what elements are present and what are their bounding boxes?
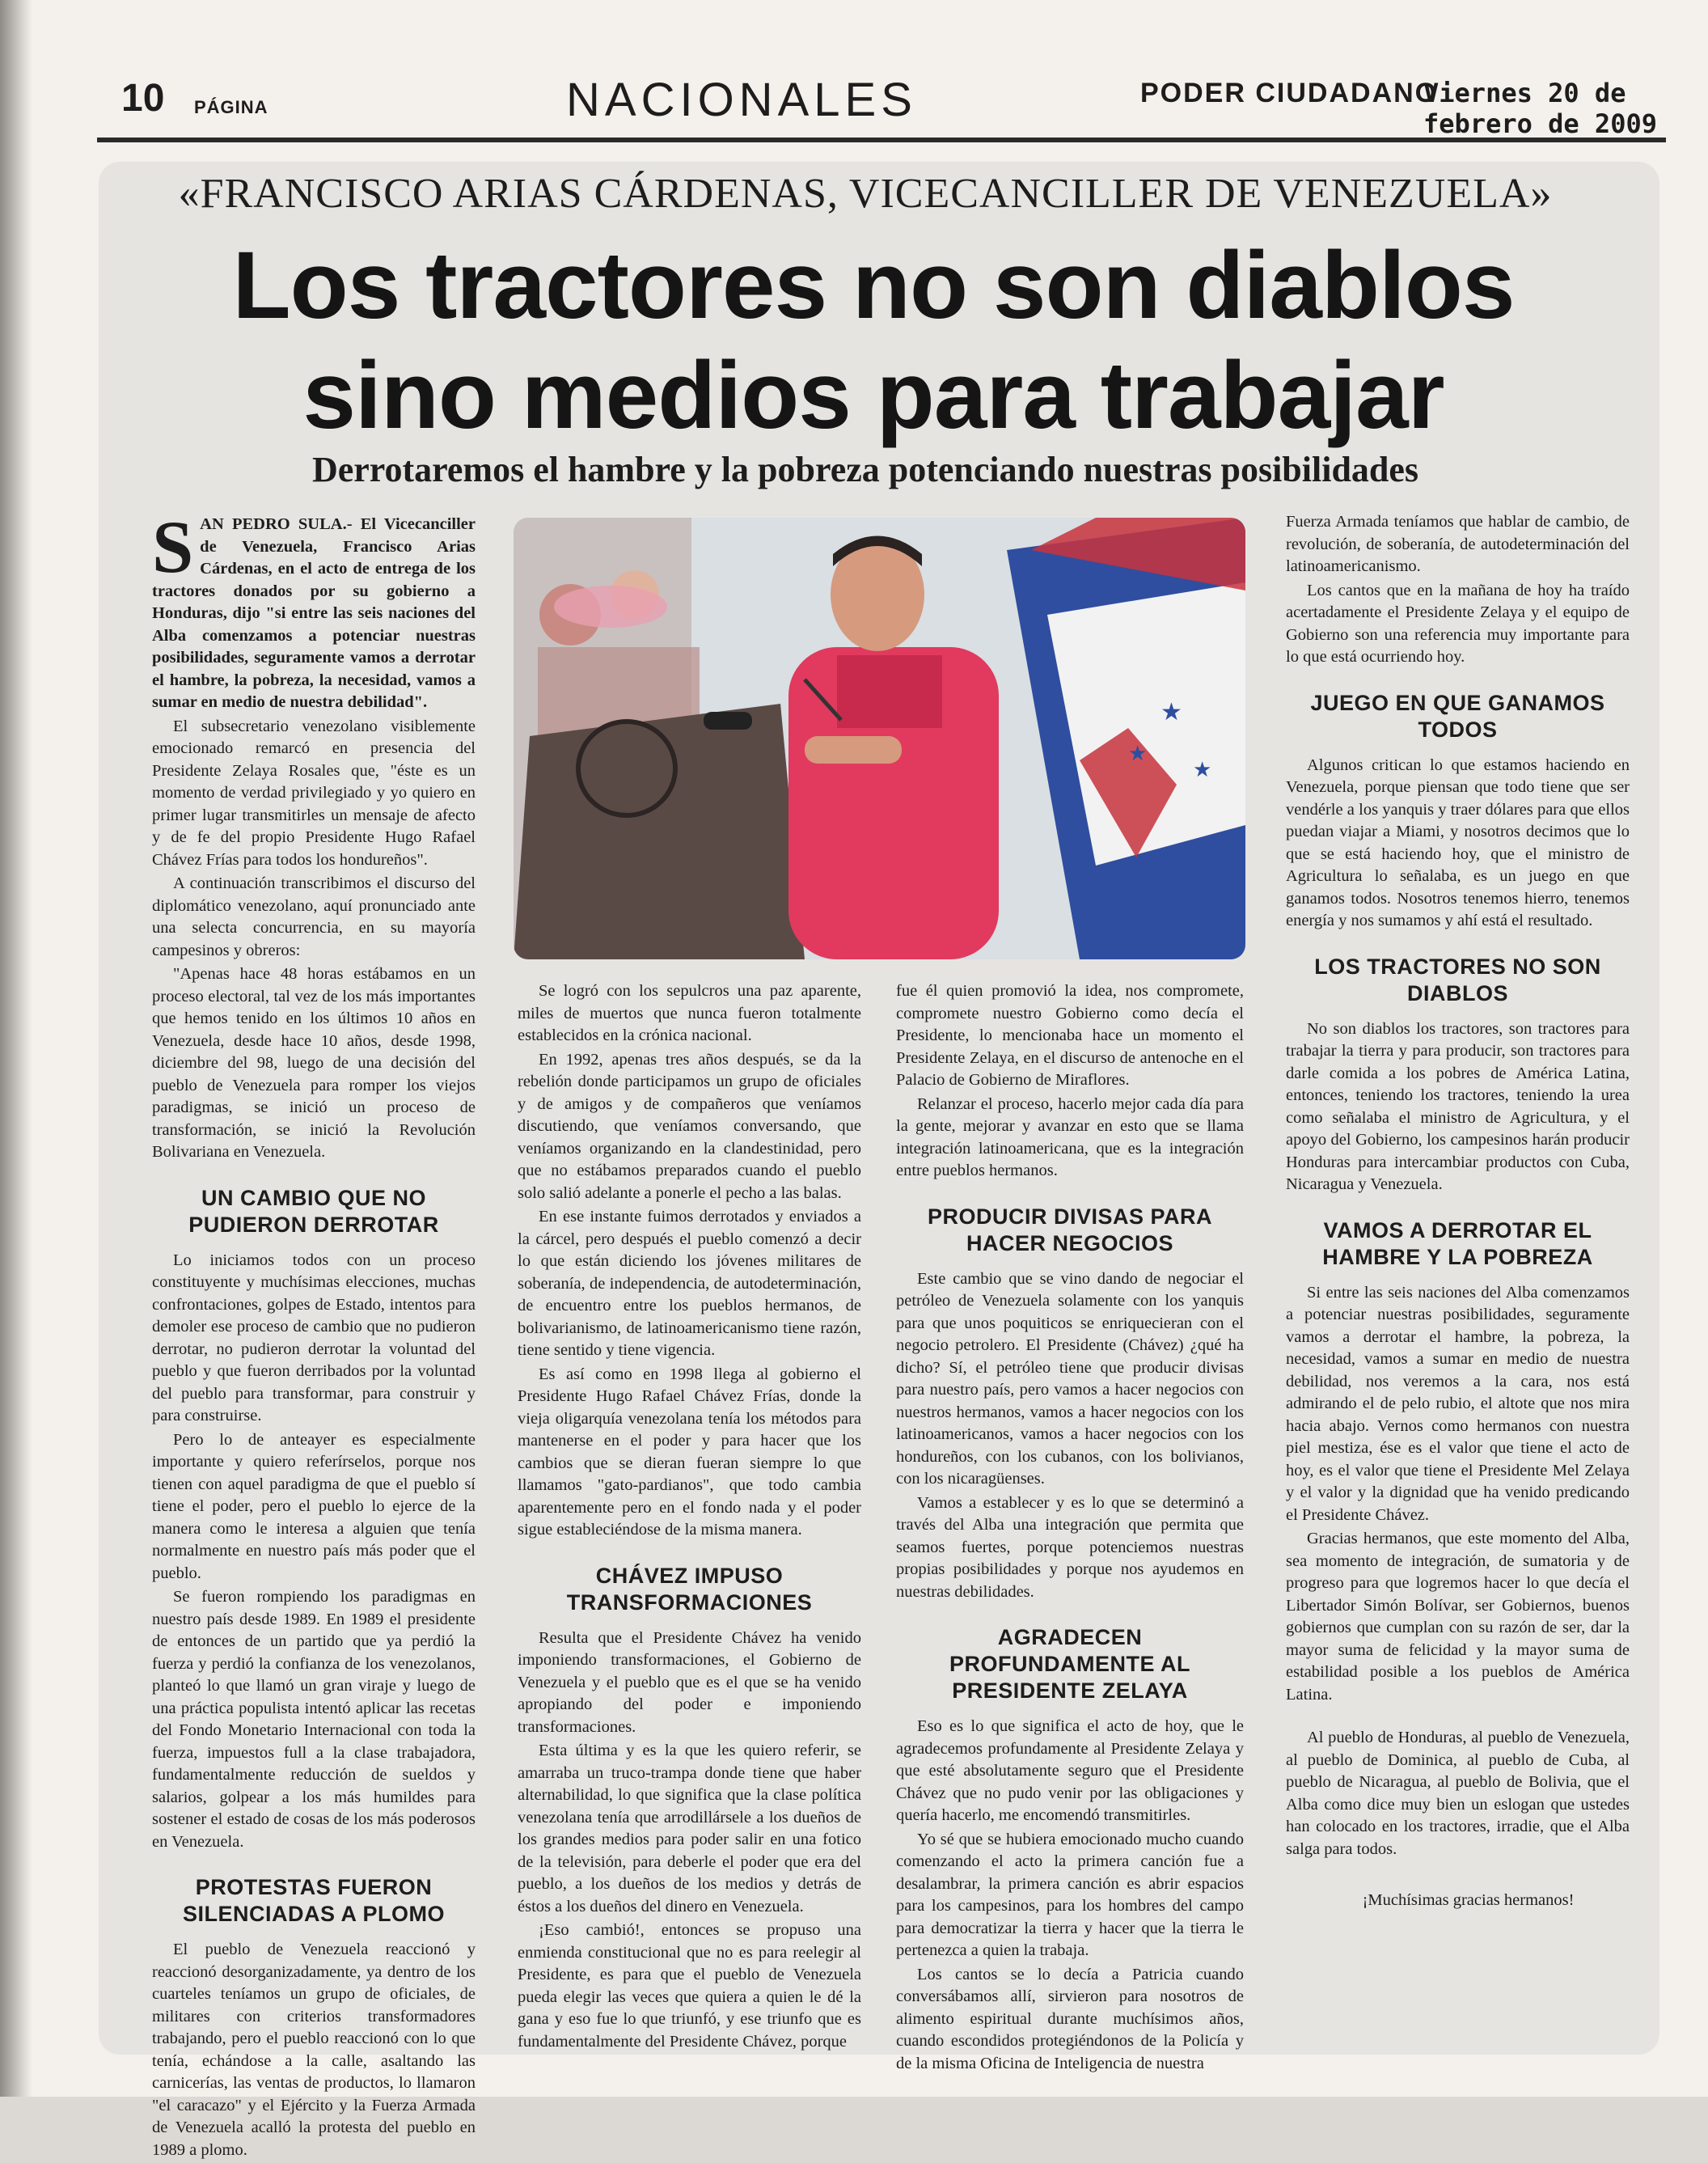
lead-text: AN PEDRO SULA.- El Vicecanciller de Venezuela, Francisco Arias Cárdenas, en el acto de entrega de los tractores donados por su gobierno a Honduras, dijo "si entre las seis naciones del Alba comenzamos a potenciar nuestras posibilidades, seguramente vamos a derrotar el hambre, la pobreza, la necesidad, vamos a sumar en medio de nuestra debilidad".: [152, 515, 476, 711]
page-label: PÁGINA: [194, 97, 268, 117]
article-column-3: [896, 980, 1244, 2076]
subheading: JUEGO EN QUE GANAMOS TODOS: [1310, 690, 1605, 742]
paragraph: Se fueron rompiendo los paradigmas en nuestro país desde 1989. En 1989 el presidente de entonces de un partido que ya perdió la fuerza y perdió la confianza de los venezolanos, planteó lo que llamó un gran viraje y luego de una práctica populista intentó aplicar las recetas del Fondo Monetario Internacional con toda la fuerza, impuestos full a la clase trabajadora, fundamentalmente reducción de sueldos y salarios, golpear a los más humildes para sostener el estado de cosas de los más poderosos en Venezuela.: [152, 1588, 476, 1851]
paragraph: En 1992, apenas tres años después, se da la rebelión donde participamos un grupo de oficiales y de amigos y de compañeros que veníamos discutiendo, que veníamos conversando, que veníamos organizando en la clandestinidad, pero que no estábamos preparados cuando el pueblo solo salió adelante a ponerle el pecho a las balas.: [518, 1050, 861, 1202]
paragraph: Algunos critican lo que estamos haciendo en Venezuela, porque piensan que todo tiene que ser vendérle a los yanquis y traer dólares para que ellos puedan viajar a Miami, y nosotros decimos que lo que se está haciendo hoy, que el ministro de Agricultura lo señalaba, es un juego en que ganamos todos. Nosotros tenemos hierro, tenemos energía y nos sumamos y ahí está el resultado.: [1286, 756, 1630, 929]
article-column-2: [518, 980, 861, 2055]
paragraph: Esta última y es la que les quiero referir, se amarraba un truco-trampa donde tiene que haber alternabilidad, lo que significa que la clase política venezolana tenía que arrodillársele a los dueños de los grandes medios para poder salir en una fotico de la televisión, para deberle el poder que era del pueblo, a los dueños de los medios y detrás de éstos a los dueños del dinero en Venezuela.: [518, 1742, 861, 1915]
paragraph: A continuación transcribimos el discurso del diplomático venezolano, aquí pronunciado ante una selecta concurrencia, en su mayoría campesinos y obreros:: [152, 874, 476, 959]
subheading: LOS TRACTORES NO SON DIABLOS: [1314, 954, 1601, 1005]
paragraph: Pero lo de anteayer es especialmente importante y quiero referírselos, porque nos tienen con aquel paradigma de que el pueblo sí tiene el poder, pero el pueblo lo ejerce de la manera como le interesa a alguien que tenía normalmente en nuestro país más poder que el pueblo.: [152, 1430, 476, 1582]
drop-cap: S: [152, 506, 194, 588]
paragraph: Gracias hermanos, que este momento del Alba, sea momento de integración, de sumatoria y de progreso para que logremos hacer lo que decía el Libertador Simón Bolívar, ser Gobiernos, buenos gobiernos que cumplan con su razón de ser, dar la mayor suma de felicidad y la mayor suma de estabilidad posible a los pueblos de América Latina.: [1286, 1530, 1630, 1704]
page-header: [97, 57, 1666, 142]
issue-date: Viernes 20 de febrero de 2009: [1423, 78, 1657, 139]
page-number: 10: [121, 77, 165, 120]
paragraph: Eso es lo que significa el acto de hoy, que le agradecemos profundamente al Presidente Zelaya y que esté absolutamente seguro que el Presidente Chávez que no pudo venir por las obligaciones y quería hacerlo, me encomendó transmitirles.: [896, 1717, 1244, 1824]
paragraph: Resulta que el Presidente Chávez ha venido imponiendo transformaciones, el Gobierno de Venezuela y el pueblo que es el que se ha venido apropiando del poder e imponiendo transformaciones.: [518, 1628, 861, 1736]
article-kicker: «FRANCISCO ARIAS CÁRDENAS, VICECANCILLER DE VENEZUELA»: [178, 171, 1553, 217]
paragraph: En ese instante fuimos derrotados y enviados a la cárcel, pero después el pueblo comenzó a decir lo que están diciendo los jóvenes militares de soberanía, de independencia, de autodeterminación, de encuentro entre los pueblos hermanos, de bolivarianismo, de latinoamericanismo tiene razón, tiene sentido y tiene vigencia.: [518, 1208, 861, 1359]
paragraph: Yo sé que se hubiera emocionado mucho cuando comenzando el acto la primera canción fue a desalambrar, la primera canción es abrir espacios para los campesinos, para los hombres del campo para democratizar la tierra y hacer que la tierra le pertenezca a quien la trabaja.: [896, 1830, 1244, 1959]
speaker-photo-illustration: [514, 518, 1245, 959]
paragraph: Se logró con los sepulcros una paz aparente, miles de muertos que nunca fueron totalmente establecidos en la crónica nacional.: [518, 982, 861, 1044]
lead-paragraph: [152, 506, 476, 714]
subheading: AGRADECEN PROFUNDAMENTE AL PRESIDENTE ZELAYA: [949, 1625, 1190, 1703]
svg-text:★: ★: [1193, 758, 1212, 782]
paragraph: ¡Eso cambió!, entonces se propuso una enmienda constitucional que no es para reelegir al Presidente, es para que el pueblo de Venezuela pueda elegir las veces que quiera a quien le dé la gana y eso fue lo que triunfó, y ese triunfo que es fundamentalmente del Presidente Chávez, porque: [518, 1921, 861, 2051]
subheading: CHÁVEZ IMPUSO TRANSFORMACIONES: [566, 1563, 813, 1615]
article-column-1: [152, 506, 476, 2163]
closing-line: ¡Muchísimas gracias hermanos!: [1362, 1891, 1575, 1909]
subheading: PROTESTAS FUERON SILENCIADAS A PLOMO: [182, 1875, 445, 1926]
paragraph: Los cantos que en la mañana de hoy ha traído acertadamente el Presidente Zelaya y el equipo de Gobierno son una referencia muy importante para lo que está ocurriendo hoy.: [1286, 581, 1630, 666]
paragraph: El pueblo de Venezuela reaccionó y reaccionó desorganizadamente, ya dentro de los cuarteles teníamos un grupo de oficiales, de militares con criterios transformadores trabajando, pero el pueblo reaccionó con lo que tenía, echándose a la calle, asaltando las carnicerías, las ventas de productos, lo llamaron "el caracazo" y el Ejército y la Fuerza Armada de Venezuela acalló la protesta del pueblo en 1989 a plomo.: [152, 1941, 476, 2159]
paragraph: Los cantos se lo decía a Patricia cuando conversábamos allí, sirvieron para nosotros de alimento espiritual durante muchísimos años, cuando escondidos protegiéndonos de la Policía y de la misma Oficina de Inteligencia de nuestra: [896, 1965, 1244, 2072]
subheading: VAMOS A DERROTAR EL HAMBRE Y LA POBREZA: [1322, 1217, 1593, 1269]
headline-line-1: Los tractores no son diablos: [232, 232, 1515, 339]
section-name: NACIONALES: [566, 74, 917, 126]
article-subhead: Derrotaremos el hambre y la pobreza potenciando nuestras posibilidades: [311, 450, 1419, 489]
subheading: UN CAMBIO QUE NO PUDIERON DERROTAR: [188, 1185, 439, 1237]
paragraph: El subsecretario venezolano visiblemente emocionado remarcó en presencia del Presidente Zelaya Rosales que, "éste es un momento de verdad privilegiado y yo quiero en primer lugar transmitirles un mensaje de afecto y de fe del propio Presidente Hugo Rafael Chávez Frías para todos los hondureños".: [152, 717, 476, 869]
newspaper-name: PODER CIUDADANO: [1140, 78, 1439, 108]
article-column-4: [1286, 511, 1630, 1914]
svg-text:★: ★: [1161, 698, 1182, 726]
paragraph: fue él quien promovió la idea, nos compromete, compromete nuestro Gobierno como decía el Presidente, lo mencionaba hace un momento el Presidente Zelaya, en el discurso de antenoche en el Palacio de Gobierno de Miraflores.: [896, 982, 1244, 1089]
svg-text:★: ★: [1128, 742, 1148, 766]
paragraph: Lo iniciamos todos con un proceso constituyente y muchísimas elecciones, muchas confrontaciones, golpes de Estado, intentos para demoler ese proceso de cambio que no pudieron derrotar, no pudieron derrotar la voluntad del pueblo y que fueron derribados por la voluntad del pueblo para transformar, para construir y para construirse.: [152, 1251, 476, 1424]
paragraph: Fuerza Armada teníamos que hablar de cambio, de revolución, de soberanía, de autodeterminación del latinoamericanismo.: [1286, 513, 1630, 575]
paragraph: Al pueblo de Honduras, al pueblo de Venezuela, al pueblo de Dominica, al pueblo de Cuba, al pueblo de Nicaragua, al pueblo de Bolivia, que el Alba como dice muy bien un eslogan que ustedes han colocado en los tractores, irradie, que el Alba salga para todos.: [1286, 1729, 1630, 1858]
paragraph: Este cambio que se vino dando de negociar el petróleo de Venezuela solamente con los yanquis para que unos poquiticos se enriquecieran con el negocio petrolero. El Presidente (Chávez) ¿qué ha dicho? Sí, el petróleo tiene que producir divisas para nuestro país, pero vamos a hacer negocios con nuestros hermanos, vamos a hacer negocios con los latinoamericanos, vamos a hacer negocios con los hondureños, con los cubanos, con los bolivianos, con los nicaragüenses.: [896, 1269, 1244, 1488]
paragraph: Vamos a establecer y es lo que se determinó a través del Alba una integración que permita que seamos fuertes, porque potenciemos nuestras propias posibilidades y porque nos ayudemos en nuestras debilidades.: [896, 1493, 1244, 1601]
subheading: PRODUCIR DIVISAS PARA HACER NEGOCIOS: [927, 1204, 1213, 1255]
article-photo: [514, 518, 1245, 959]
paragraph: Si entre las seis naciones del Alba comenzamos a potenciar nuestras posibilidades, seguramente vamos a derrotar el hambre, la pobreza, la necesidad, vamos a sumar en medio de nuestra debilidad, nos veremos a la cara, nos está admirando el de pelo rubio, el altote que nos mira hacia abajo. Vernos como hermanos con nuestra piel mestiza, ése es el valor que tiene el acto de hoy, es el valor que tiene el Presidente Mel Zelaya y el valor y la dignidad que ha venido predicando el Presidente Chávez.: [1286, 1283, 1630, 1524]
paragraph: Relanzar el proceso, hacerlo mejor cada día para la gente, mejorar y avanzar en esto que se llama integración latinoamericana, que es la integración entre pueblos hermanos.: [896, 1094, 1244, 1179]
paragraph: "Apenas hace 48 horas estábamos en un proceso electoral, tal vez de los más importantes que hemos tenido en los últimos 10 años en Venezuela, desde hace 10 años, desde 1998, diciembre del 98, luego de una decisión del pueblo de Venezuela para romper los viejos paradigmas, se inició un proceso de transformación, se inició la Revolución Bolivariana en Venezuela.: [152, 965, 476, 1161]
page-gutter-shadow: [0, 0, 32, 2097]
paragraph: No son diablos los tractores, son tractores para trabajar la tierra y para producir, son tractores para darle comida a los pobres de América Latina, entonces, teniendo los tractores, teniendo la urea como señalaba el ministro de Agricultura, y el apoyo del Gobierno, los campesinos harán producir Honduras para intercambiar productos con Cuba, Nicaragua y Venezuela.: [1286, 1019, 1630, 1193]
article-headline: [121, 231, 1626, 451]
headline-line-2: sino medios para trabajar: [302, 342, 1444, 449]
paragraph: Es así como en 1998 llega al gobierno el Presidente Hugo Rafael Chávez Frías, donde la vieja oligarquía venezolana tenía los métodos para mantenerse en el poder y para hacer que los cambios que se dieran fueran siempre lo que llamamos "gato-pardianos", que todo cambia aparentemente pero en el fondo nada y el poder sigue estableciéndose de la misma manera.: [518, 1365, 861, 1539]
